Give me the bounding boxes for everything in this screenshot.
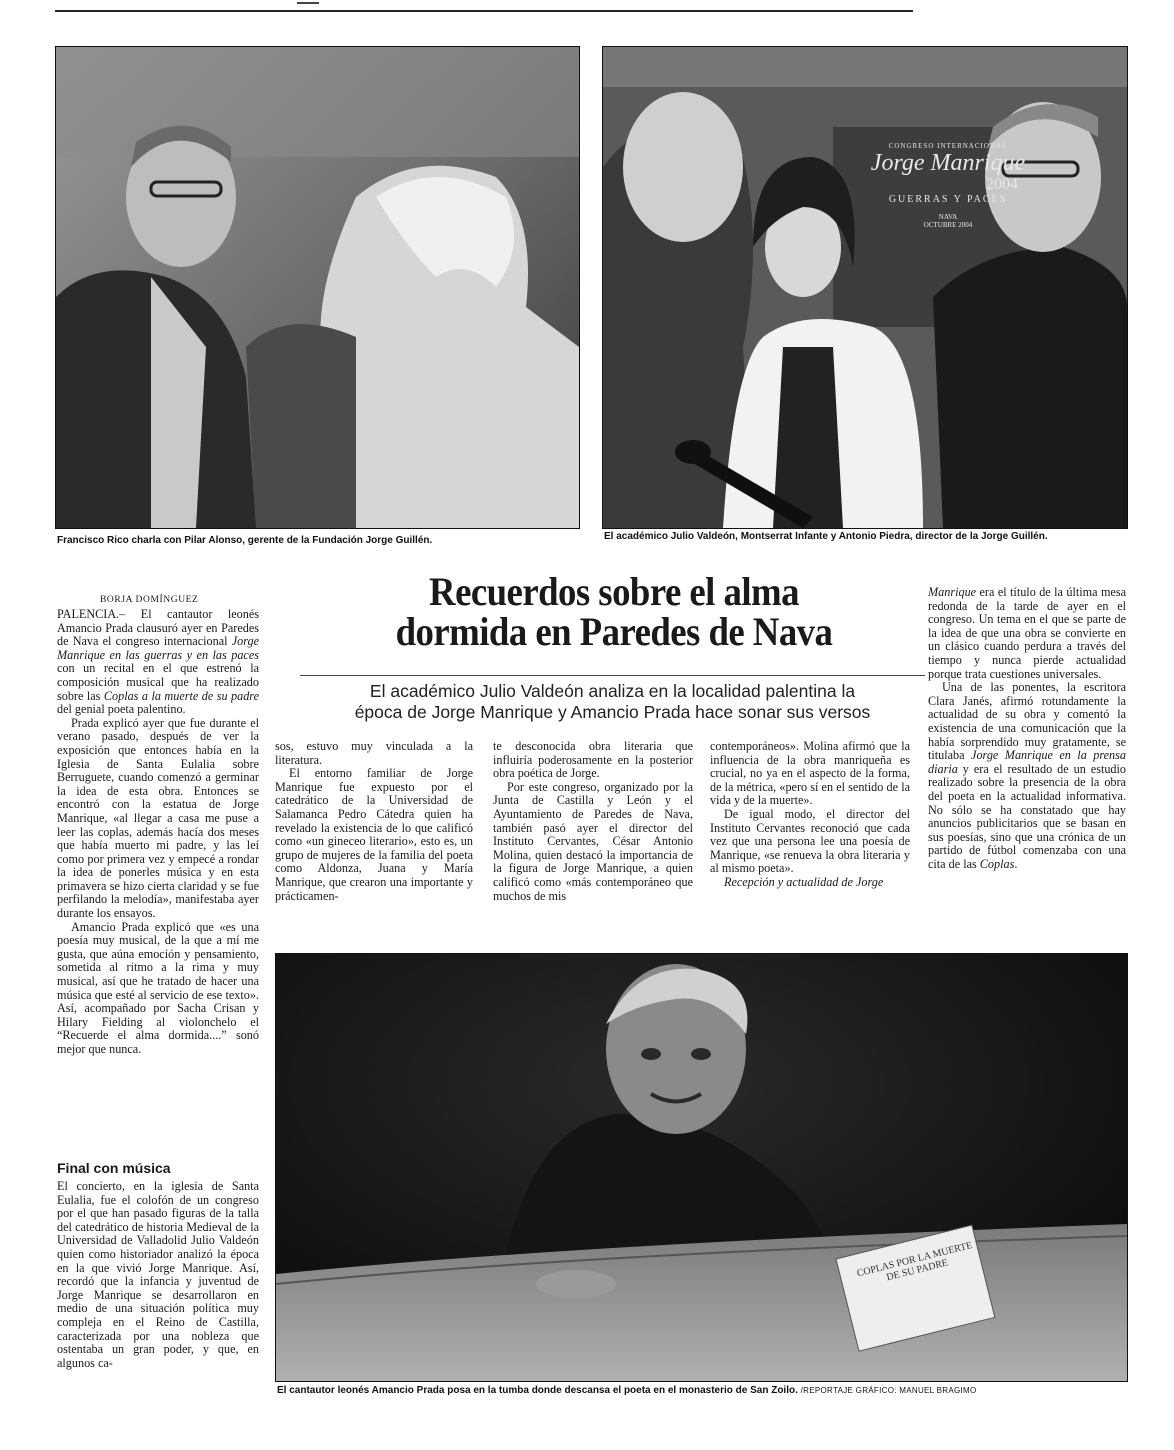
photo-amancio-prada-image — [276, 954, 1127, 1381]
congress-banner — [868, 142, 1028, 229]
top-rule — [55, 10, 913, 12]
headline-line-2: dormida en Paredes de Nava — [395, 609, 833, 654]
photo-credit: /REPORTAJE GRÁFICO: MANUEL BRAGIMO — [800, 1386, 977, 1395]
banner-line-5: NAVA — [938, 213, 958, 221]
article-column-1-continued: El concierto, en la iglesia de Santa Eulalia, fue el colofón de un congreso por el que han pasado figuras de la talla del catedrático de historia Medieval de la Universidad de Valladolid Julio Valdeón quien como historiador analizó la época en la que vivió Jorge Manrique. Así, recordó que la infancia y juventud de Jorge Manrique se desarrollaron en medio de una situación política muy compleja en el Reino de Castilla, caracterizada por una nobleza que ostentaba un gran poder, y que, en algunos ca- — [57, 1179, 259, 1370]
deck-line-1: El académico Julio Valdeón analiza en la localidad palentina la — [369, 681, 856, 701]
photo-rico-alonso — [55, 46, 580, 529]
article-column-4: contemporáneos». Molina afirmó que la influencia de la obra manriqueña es crucial, no ya en el aspecto de la forma, de la métrica, «pero sí en el sentido de la vida y de la muerte». De igual modo, el director del Instituto Cervantes reconoció que cada vez que una persona lee una poesía de Manrique, «se renueva la obra literaria y al mismo poeta». Recepción y actualidad de Jorge — [710, 739, 910, 889]
caption-photo-rico-alonso: Francisco Rico charla con Pilar Alonso, gerente de la Fundación Jorge Guillén. — [57, 535, 433, 546]
deck-rule — [300, 675, 925, 676]
banner-line-2: Jorge Manrique — [870, 150, 1026, 176]
byline: BORJA DOMÍNGUEZ — [100, 595, 199, 605]
photo-valdeon-image — [603, 47, 1127, 528]
article-column-5: Manrique era el título de la última mesa redonda de la tarde de ayer en el congreso. Un tema en el que se parte de la idea de que una obra se convierte en un clásico cuando perdura a través del tiempo y nunca pierde actualidad porque trata cuestiones universales. Una de las ponentes, la escritora Clara Janés, afirmó rotundamente la actualidad de su obra y comentó la existencia de una comunicación que la había sorprendido muy gratamente, se titulaba Jorge Manrique en la prensa diaria y era el resultado de un estudio realizado sobre la presencia de la obra del poeta en la actualidad informativa. No sólo se ha constatado que hay anuncios publicitarios que se basan en sus poesías, sino que una crónica de un partido de fútbol comenzaba con una cita de las Coplas. — [928, 585, 1126, 871]
caption-photo-amancio-prada — [277, 1385, 977, 1396]
photo-valdeon-infante-piedra — [602, 46, 1128, 529]
photo-rico-alonso-image — [56, 47, 579, 528]
book-title: COPLAS POR LA MUERTE DE SU PADRE — [855, 1239, 974, 1284]
photo-amancio-prada — [275, 953, 1128, 1382]
banner-line-1: CONGRESO INTERNACIONAL — [888, 142, 1008, 150]
banner-line-6: OCTUBRE 2004 — [923, 221, 973, 229]
article-column-2: sos, estuvo muy vinculada a la literatura. El entorno familiar de Jorge Manrique fue expuesto por el catedrático de la Universidad de Salamanca Pedro Cátedra quien ha revelado la existencia de lo que calificó como «un gineceo literario», esto es, un grupo de mujeres de la familia del poeta como Aldonza, Juana y María Manrique, que crearon una importante y prácticamen- — [275, 739, 473, 903]
caption-photo-valdeon: El académico Julio Valdeón, Montserrat Infante y Antonio Piedra, director de la Jorge Guillén. — [604, 531, 1048, 542]
caption-bottom-text: El cantautor leonés Amancio Prada posa en la tumba donde descansa el poeta en el monasterio de San Zoilo. — [277, 1385, 798, 1396]
subhead-final-con-musica: Final con música — [57, 1160, 171, 1176]
banner-line-4: GUERRAS Y PACES — [888, 194, 1008, 205]
headline — [325, 569, 903, 654]
article-column-3: te desconocida obra literaria que influiría poderosamente en la posterior obra poética de Jorge. Por este congreso, organizado por la Junta de Castilla y León y el Ayuntamiento de Paredes de Nava, también pasó ayer el director del Instituto Cervantes, César Antonio Molina, quien destacó la importancia de la figura de Jorge Manrique, a quien calificó como «más contemporáneo que muchos de mis — [493, 739, 693, 903]
headline-line-1: Recuerdos sobre el alma — [429, 569, 799, 614]
banner-line-3: 2004 — [986, 176, 1018, 193]
deck — [300, 681, 925, 723]
article-column-1: PALENCIA.– El cantautor leonés Amancio Prada clausuró ayer en Paredes de Nava el congreso internacional Jorge Manrique en las guerras y en las paces con un recital en el que estrenó la composición musical que ha realizado sobre las Coplas a la muerte de su padre del genial poeta palentino. Prada explicó ayer que fue durante el verano pasado, después de ver la exposición que entonces había en la Iglesia de Santa Eulalia sobre Berruguete, cuando comenzó a germinar la idea de esta obra. Entonces se encontró con la estatua de Jorge Manrique, «al llegar a casa me puse a leer las coplas, además hacía dos meses que había muerto mi padre, y las leí como por primera vez y empecé a rondar la idea de ponerles música y en esta primavera se hizo cierta claridad y se fue perfilando la melodía», manifestaba ayer durante los ensayos. Amancio Prada explicó que «es una poesía muy musical, de la que a mí me gusta, que aúna emoción y pensamiento, sometida al ritmo a la rima y muy musical, así que he tratado de hacer una música que esté al servicio de ese texto». Así, acompañado por Sacha Crisan y Hilary Fielding al violonchelo el “Recuerde el alma dormida....” sonó mejor que nunca. — [57, 607, 260, 1056]
top-rule-mark — [297, 2, 319, 4]
deck-line-2: época de Jorge Manrique y Amancio Prada hace sonar sus versos — [354, 702, 871, 722]
